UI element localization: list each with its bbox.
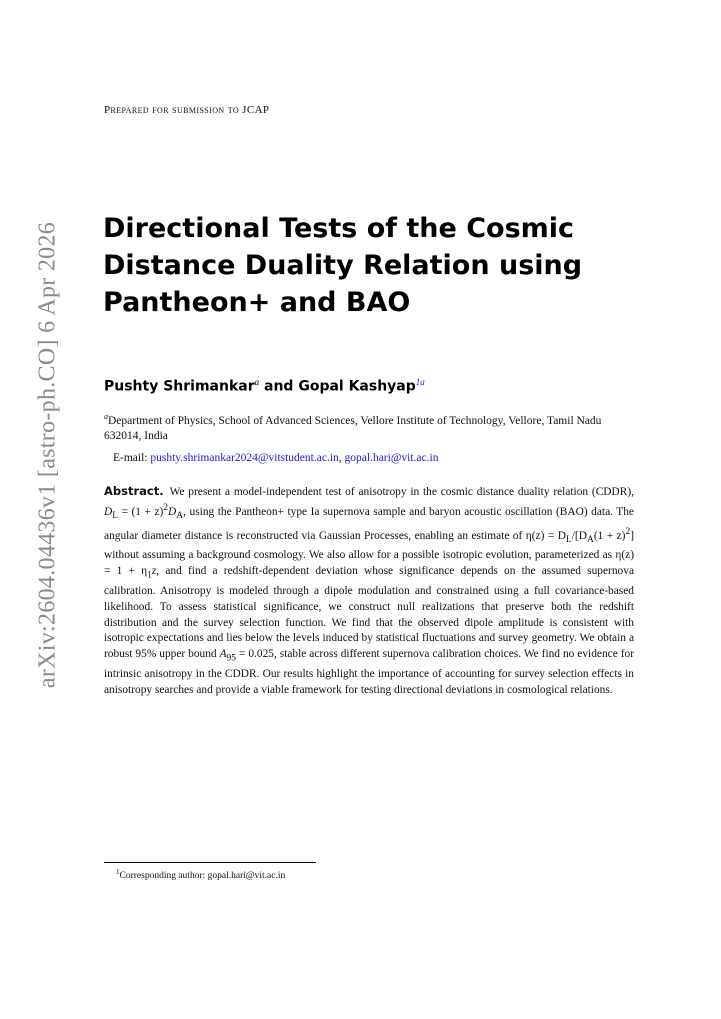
math-expression: = (1 + z)	[118, 505, 164, 518]
affiliation-marker: a	[254, 377, 260, 387]
math-superscript: 2	[163, 502, 169, 513]
abstract-heading: Abstract.	[104, 484, 164, 498]
math-expression: (1 + z)	[593, 529, 626, 542]
math-symbol: D	[104, 505, 113, 518]
abstract-text: , using the Pantheon+ type Ia supernova sample and baryon acoustic oscillation (BAO) data. The angular diameter distance is reconstructed via Gaussian Processes, enabling an estimate of	[104, 505, 634, 542]
math-expression: η(z) = 1 + η	[104, 549, 634, 578]
math-subscript: A	[176, 510, 184, 521]
affiliation-text: Department of Physics, School of Advanced Sciences, Vellore Institute of Technology, Vellore, Tamil Nadu 632014, India	[104, 414, 602, 442]
author-list	[104, 377, 425, 395]
email-separator: ,	[338, 452, 345, 464]
abstract-text: , stable across different supernova calibration choices. We find no evidence for intrinsic anisotropy in the CDDR. Our results highlight the importance of accounting for survey selection effects in anisotropy searches and provide a viable framework for testing directional deviations in cosmological relations.	[104, 648, 634, 696]
math-expression: η(z) = D	[525, 529, 566, 542]
abstract	[104, 484, 634, 699]
math-subscript: 1	[147, 570, 152, 581]
math-symbol: D	[168, 505, 177, 518]
math-superscript: 2	[625, 526, 631, 537]
email-link[interactable]: pushty.shrimankar2024@vitstudent.ac.in	[150, 452, 339, 464]
paper-title: Directional Tests of the Cosmic Distance Duality Relation using Pantheon+ and BAO	[103, 213, 583, 318]
footnote-divider	[104, 862, 316, 863]
math-subscript: 95	[226, 653, 237, 664]
affiliation	[104, 409, 632, 444]
author-conjunction: and	[259, 378, 299, 395]
email-line	[113, 452, 438, 464]
email-link[interactable]: gopal.hari@vit.ac.in	[344, 452, 439, 464]
footnote-marker: 1	[116, 868, 120, 876]
math-expression: ]	[630, 529, 634, 542]
submission-note: Prepared for submission to JCAP	[104, 104, 270, 116]
math-expression: = 0.025	[236, 648, 274, 661]
footnote	[116, 868, 285, 881]
footnote-link[interactable]: 1	[415, 377, 421, 387]
math-symbol: A	[219, 648, 227, 661]
math-expression: /[D	[571, 529, 587, 542]
abstract-text: We present a model-independent test of anisotropy in the cosmic distance duality relation (CDDR),	[169, 486, 634, 498]
math-subscript: L	[565, 534, 572, 545]
abstract-text: without assuming a background cosmology. We also allow for a possible isotropic evolution, parameterized as	[104, 549, 613, 562]
email-label: E-mail:	[113, 452, 151, 464]
author-name: Gopal Kashyap	[298, 378, 416, 395]
arxiv-identifier-stamp: arXiv:2604.04436v1 [astro-ph.CO] 6 Apr 2026	[34, 221, 61, 689]
affiliation-marker: a	[104, 412, 108, 421]
author-name: Pushty Shrimankar	[104, 378, 255, 395]
footnote-text: Corresponding author: gopal.hari@vit.ac.in	[119, 871, 286, 882]
math-subscript: A	[586, 534, 594, 545]
affiliation-marker: a	[420, 377, 425, 387]
math-subscript: L	[112, 510, 119, 521]
abstract-text: , and find a redshift-dependent deviation whose significance depends on the assumed supernova calibration. Anisotropy is modeled through a dipole modulation and constrained using a full covariance-based likelihood. To assess statistical significance, we construct null realizations that preserve both the redshift distribution and the survey selection function. We find that the observed dipole amplitude is consistent with isotropic expectations and lies below the levels induced by statistical fluctuations and survey geometry. We obtain a robust 95% upper bound	[104, 565, 634, 661]
math-symbol: z	[151, 565, 157, 578]
